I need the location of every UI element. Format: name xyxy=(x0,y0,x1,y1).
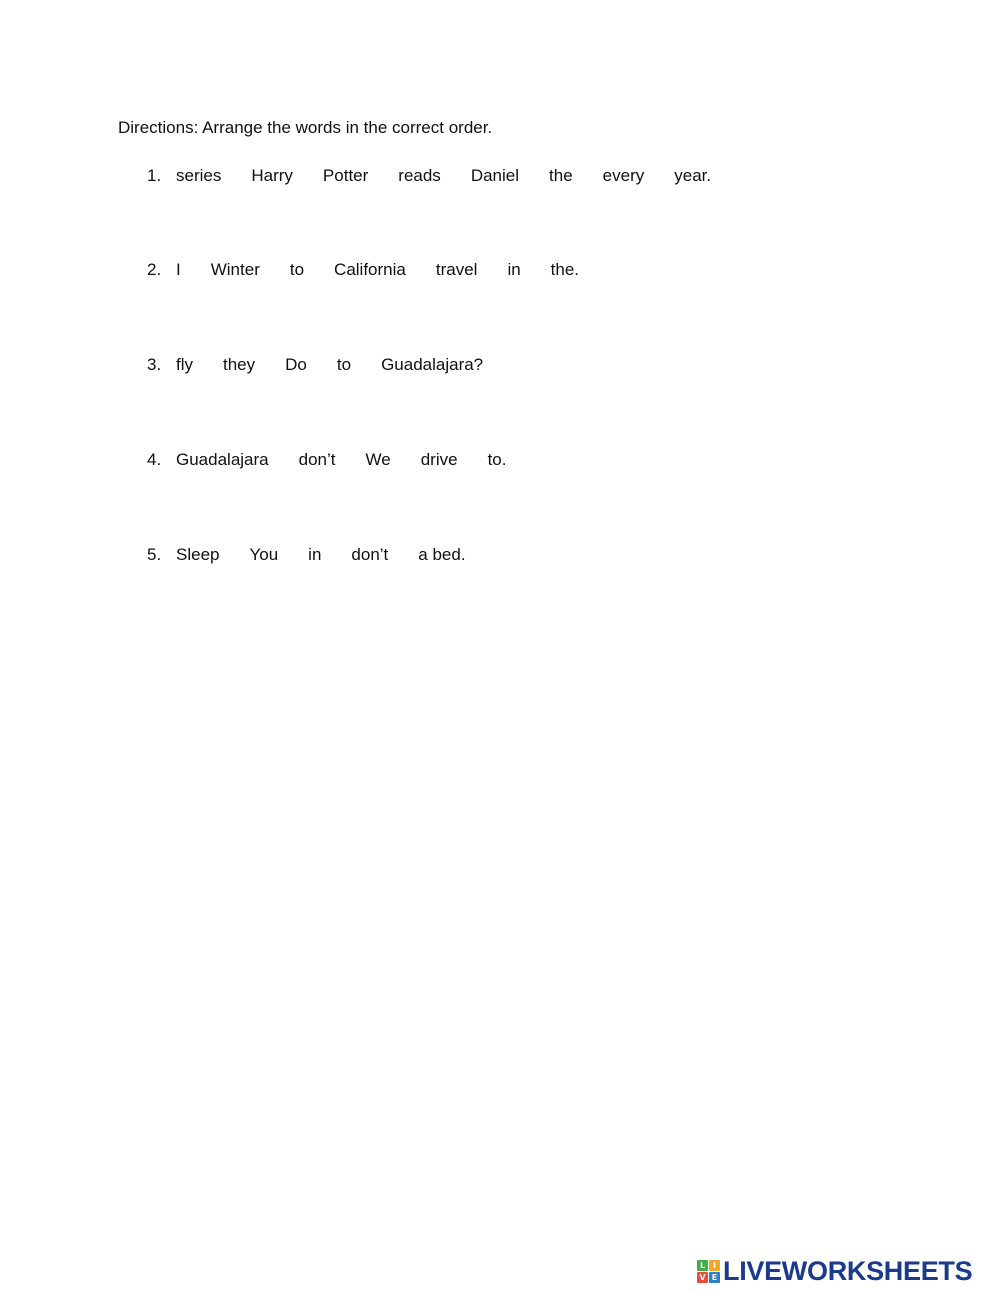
logo-mark-letter: I xyxy=(709,1260,720,1271)
word: Daniel xyxy=(470,166,520,185)
exercise-item xyxy=(147,259,579,281)
word: Potter xyxy=(322,166,369,185)
word: Do xyxy=(285,355,307,374)
word: to xyxy=(289,260,305,279)
item-number: 3. xyxy=(147,355,162,374)
word: travel xyxy=(435,260,478,279)
word: We xyxy=(365,450,391,469)
word: in xyxy=(308,545,322,564)
word: they xyxy=(223,355,256,374)
word: reads xyxy=(398,166,441,185)
exercise-item xyxy=(147,354,483,376)
word: a bed. xyxy=(418,545,466,564)
word: the xyxy=(549,166,573,185)
item-number: 1. xyxy=(147,166,162,185)
logo-mark-letter: L xyxy=(697,1260,708,1271)
word: series xyxy=(176,166,222,185)
word: You xyxy=(249,545,279,564)
exercise-item xyxy=(147,165,711,187)
logo-text: LIVEWORKSHEETS xyxy=(723,1255,973,1286)
word: Winter xyxy=(210,260,260,279)
word: year. xyxy=(674,166,712,185)
word: Sleep xyxy=(176,545,220,564)
logo-mark-letter: E xyxy=(709,1272,720,1283)
word: don’t xyxy=(298,450,336,469)
item-number: 4. xyxy=(147,450,162,469)
word: the. xyxy=(550,260,580,279)
word: California xyxy=(334,260,406,279)
item-number: 5. xyxy=(147,545,162,564)
word: Guadalajara xyxy=(176,450,269,469)
word: to. xyxy=(487,450,507,469)
word: to xyxy=(336,355,352,374)
word: Harry xyxy=(251,166,293,185)
logo-mark-icon xyxy=(697,1260,720,1283)
word: don’t xyxy=(351,545,389,564)
word: every xyxy=(602,166,645,185)
word: I xyxy=(176,260,181,279)
logo-mark-letter: V xyxy=(697,1272,708,1283)
exercise-item xyxy=(147,544,466,566)
liveworksheets-logo xyxy=(697,1257,972,1285)
directions-text: Directions: Arrange the words in the correct order. xyxy=(118,118,493,137)
word: drive xyxy=(420,450,458,469)
word: fly xyxy=(176,355,193,374)
word: Guadalajara? xyxy=(381,355,484,374)
item-number: 2. xyxy=(147,260,162,279)
word: in xyxy=(507,260,521,279)
exercise-item xyxy=(147,449,506,471)
